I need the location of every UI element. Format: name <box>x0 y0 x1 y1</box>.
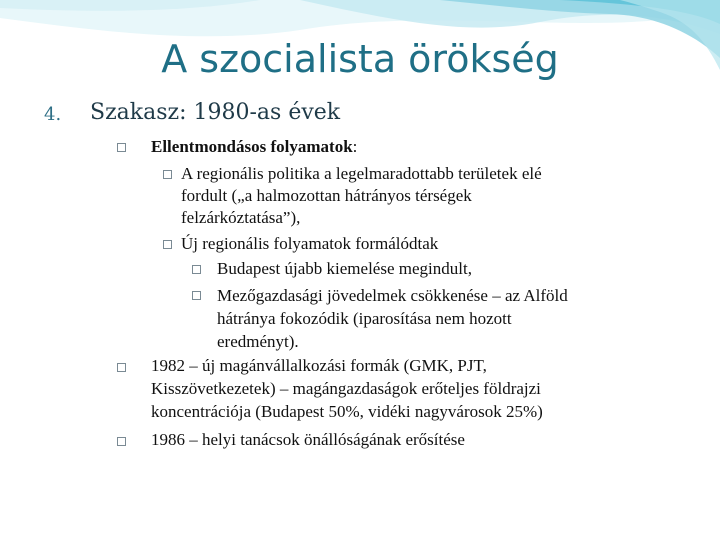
sub-sub-bullet-2-line-3: eredményt). <box>217 332 299 351</box>
hollow-square-bullet-icon <box>192 291 201 300</box>
bullet-2-line-1: 1982 – új magánvállalkozási formák (GMK, PJT, <box>151 356 487 375</box>
sub-sub-bullet-2-line-1: Mezőgazdasági jövedelmek csökkenése – az Alföld <box>217 286 568 305</box>
sub-bullet-1-line-2: fordult („a halmozottan hátrányos térségek <box>181 186 472 205</box>
hollow-square-bullet-icon <box>163 240 172 249</box>
hollow-square-bullet-icon <box>117 437 126 446</box>
bullet-2-line-3: koncentrációja (Budapest 50%, vidéki nagyvárosok 25%) <box>151 402 543 421</box>
slide-title: A szocialista örökség <box>161 37 559 81</box>
bullet-1-suffix: : <box>352 137 358 156</box>
sub-bullet-1-line-3: felzárkóztatása”), <box>181 208 301 227</box>
hollow-square-bullet-icon <box>192 265 201 274</box>
section-number: 4. <box>44 104 62 125</box>
bullet-1-label: Ellentmondásos folyamatok <box>151 137 353 156</box>
hollow-square-bullet-icon <box>117 363 126 372</box>
hollow-square-bullet-icon <box>117 143 126 152</box>
sub-bullet-2-line-1: Új regionális folyamatok formálódtak <box>181 234 439 253</box>
sub-sub-bullet-1: Budapest újabb kiemelése megindult, <box>217 259 472 278</box>
sub-sub-bullet-2-line-2: hátránya fokozódik (iparosítása nem hozott <box>217 309 512 328</box>
section-heading: Szakasz: 1980-as évek <box>90 100 341 125</box>
bullet-1 <box>151 136 357 158</box>
bullet-2-line-2: Kisszövetkezetek) – magángazdaságok erőteljes földrajzi <box>151 379 541 398</box>
bullet-3-line-1: 1986 – helyi tanácsok önállóságának erősítése <box>151 430 465 449</box>
hollow-square-bullet-icon <box>163 170 172 179</box>
sub-bullet-1-line-1: A regionális politika a legelmaradottabb területek elé <box>181 164 542 183</box>
